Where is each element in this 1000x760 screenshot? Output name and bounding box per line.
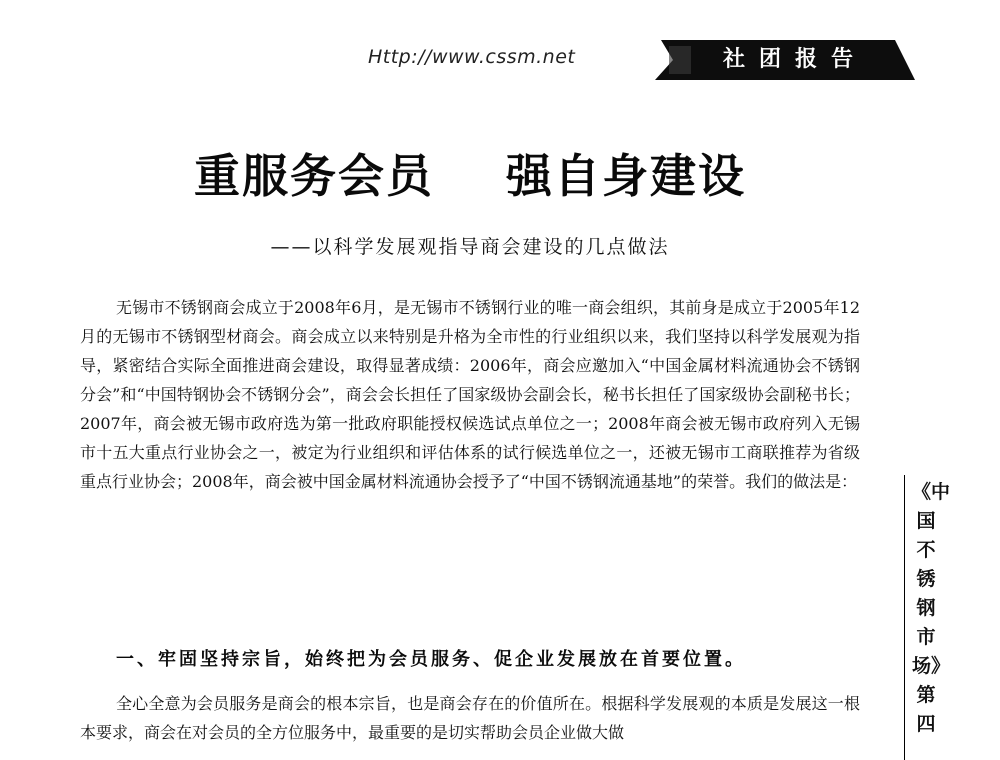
article-title: 重服务会员 强自身建设	[193, 149, 747, 203]
section-banner	[655, 40, 915, 80]
sidebar-rule	[904, 475, 905, 760]
site-url: Http://www.cssm.net	[368, 46, 576, 68]
article-subtitle: ——以科学发展观指导商会建设的几点做法	[270, 236, 670, 258]
body-paragraph: 无锡市不锈钢商会成立于2008年6月，是无锡市不锈钢行业的唯一商会组织，其前身是成立于2005年12月的无锡市不锈钢型材商会。商会成立以来特别是升格为全市性的行业组织以来，我们坚持以科学发展观为指导，紧密结合实际全面推进商会建设，取得显著成绩：2006年，商会应邀加入“中国金属材料流通协会不锈钢分会”和“中国特钢协会不锈钢分会”，商会会长担任了国家级协会副会长，秘书长担任了国家级协会副秘书长；2007年，商会被无锡市政府选为第一批政府职能授权候选试点单位之一；2008年商会被无锡市政府列入无锡市十五大重点行业协会之一，被定为行业组织和评估体系的试行候选单位之一，还被无锡市工商联推荐为省级重点行业协会；2008年，商会被中国金属材料流通协会授予了“中国不锈钢流通基地”的荣誉。我们的做法是：	[80, 298, 860, 491]
body-paragraph: 全心全意为会员服务是商会的根本宗旨，也是商会存在的价值所在。根据科学发展观的本质是发展这一根本要求，商会在对会员的全方位服务中，最重要的是切实帮助会员企业做大做	[80, 694, 860, 742]
journal-sidebar-label: 《中国不锈钢市场》第四	[912, 481, 951, 735]
section-label: 社团报告	[722, 47, 867, 72]
section-heading: 一、牢固坚持宗旨，始终把为会员服务、促企业发展放在首要位置。	[116, 649, 746, 670]
